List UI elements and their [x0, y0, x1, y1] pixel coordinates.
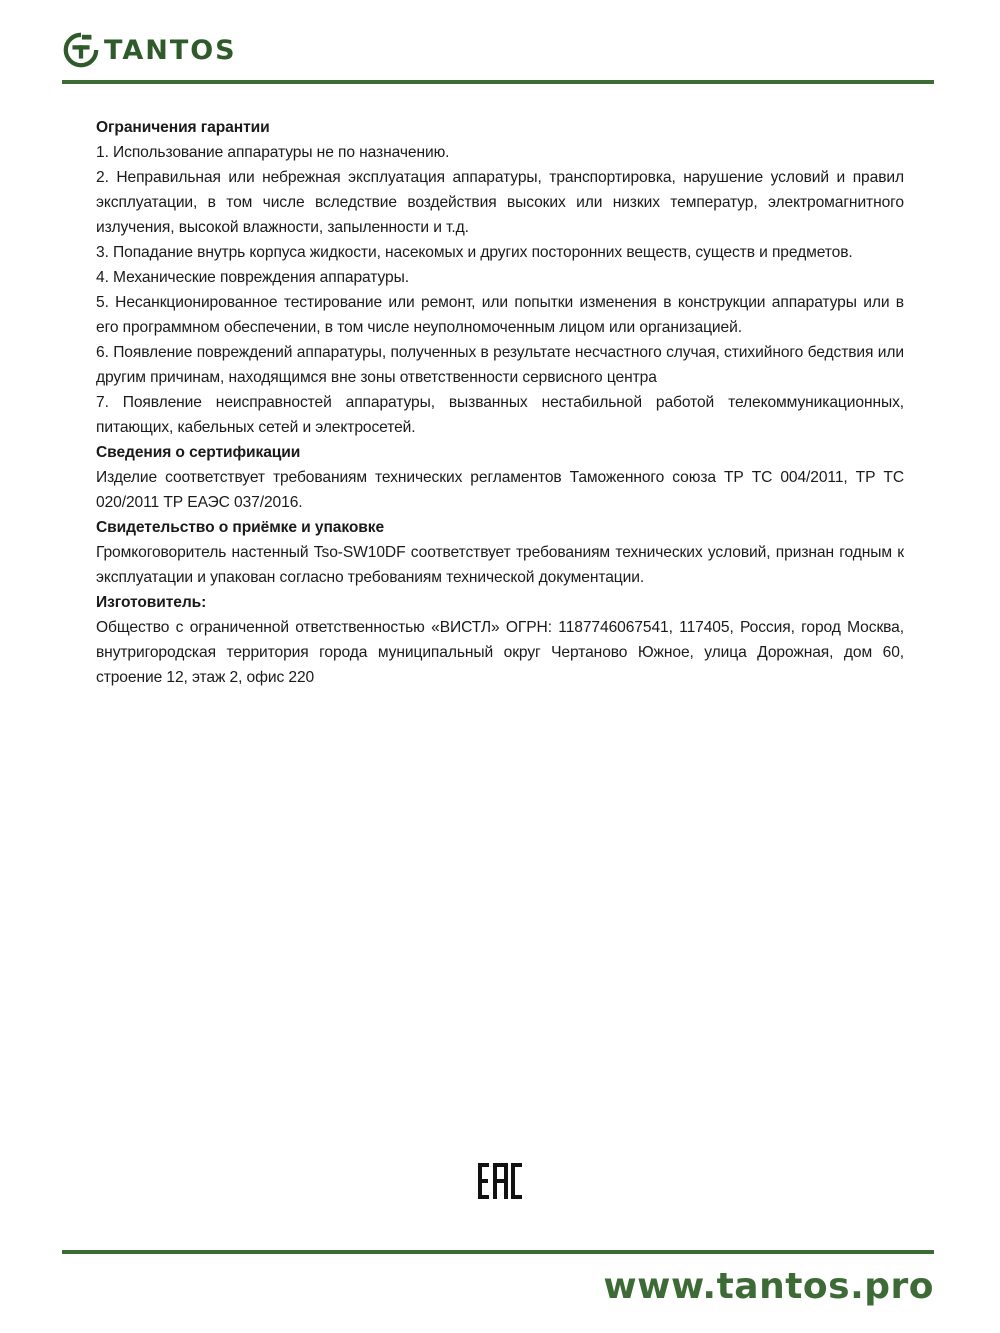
warranty-limits-section: [96, 115, 904, 440]
acceptance-section: [96, 515, 904, 590]
manufacturer-section: [96, 590, 904, 690]
certification-section: [96, 440, 904, 515]
list-item: 3. Попадание внутрь корпуса жидкости, насекомых и других посторонних веществ, существ и предметов.: [96, 244, 853, 261]
tantos-logo-icon: [62, 31, 100, 69]
list-item: 1. Использование аппаратуры не по назначению.: [96, 144, 450, 161]
header-divider: [62, 80, 934, 84]
website-link[interactable]: www.tantos.pro: [603, 1266, 934, 1307]
list-item: 2. Неправильная или небрежная эксплуатация аппаратуры, транспортировка, нарушение условий и правил эксплуатации, в том числе вследствие воздействия высоких или низких температур, электромагнитного излучения, высокой влажности, запыленности и т.д.: [96, 169, 904, 236]
acceptance-text: Громкоговоритель настенный Tso-SW10DF соответствует требованиям технических условий, признан годным к эксплуатации и упакован согласно требованиям технической документации.: [96, 544, 904, 586]
list-item: 6. Появление повреждений аппаратуры, полученных в результате несчастного случая, стихийного бедствия или другим причинам, находящимся вне зоны ответственности сервисного центра: [96, 344, 904, 386]
section-heading: Свидетельство о приёмке и упаковке: [96, 519, 385, 536]
certification-text: Изделие соответствует требованиям технических регламентов Таможенного союза ТР ТС 004/2011, ТР ТС 020/2011 ТР ЕАЭС 037/2016.: [96, 469, 904, 511]
list-item: 5. Несанкционированное тестирование или ремонт, или попытки изменения в конструкции аппаратуры или в его программном обеспечении, в том числе неуполномоченным лицом или организацией.: [96, 294, 904, 336]
list-item: 4. Механические повреждения аппаратуры.: [96, 269, 409, 286]
footer-divider: [62, 1250, 934, 1254]
section-heading: Ограничения гарантии: [96, 119, 270, 136]
list-item: 7. Появление неисправностей аппаратуры, вызванных нестабильной работой телекоммуникационных, питающих, кабельных сетей и электросетей.: [96, 394, 904, 436]
document-body: [96, 115, 904, 690]
page-header: [62, 30, 934, 70]
eac-mark-icon: [478, 1163, 522, 1199]
brand-logo: [62, 30, 237, 70]
section-heading: Изготовитель:: [96, 594, 207, 611]
manufacturer-text: Общество с ограниченной ответственностью «ВИСТЛ» ОГРН: 1187746067541, 117405, Россия, город Москва, внутригородская территория города муниципальный округ Чертаново Южное, улица Дорожная, дом 60, строение 12, этаж 2, офис 220: [96, 619, 904, 686]
section-heading: Сведения о сертификации: [96, 444, 301, 461]
brand-name: TANTOS: [104, 34, 237, 66]
